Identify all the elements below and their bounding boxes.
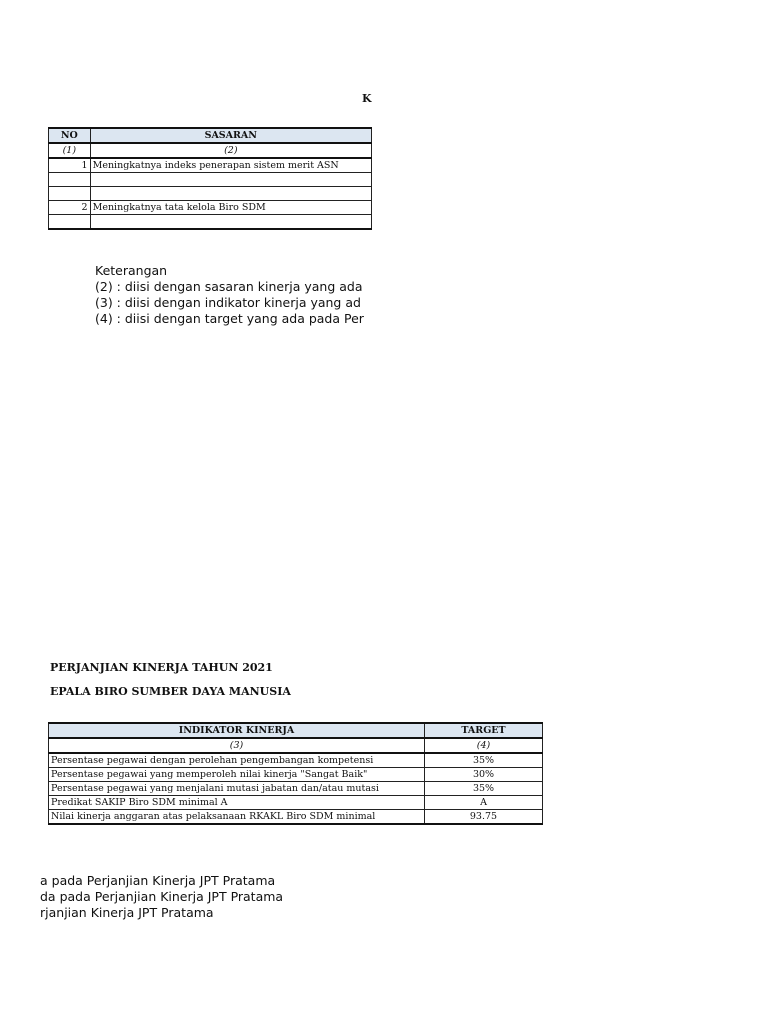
cell-indikator: Predikat SAKIP Biro SDM minimal A — [49, 796, 425, 810]
table-row — [49, 753, 543, 768]
perjanjian-heading: PERJANJIAN KINERJA TAHUN 2021 — [50, 661, 273, 674]
table-row — [49, 782, 543, 796]
table-row — [49, 158, 372, 173]
cell-indikator: Persentase pegawai dengan perolehan pengembangan kompetensi — [49, 753, 425, 768]
notes-bottom — [40, 873, 283, 921]
cell-no: 1 — [49, 158, 91, 173]
column-header-indikator: INDIKATOR KINERJA — [49, 723, 425, 738]
cell-sasaran — [90, 187, 371, 201]
sasaran-table — [48, 127, 372, 230]
note-line: (2) : diisi dengan sasaran kinerja yang ada — [95, 279, 363, 294]
cell-target: 35% — [425, 753, 543, 768]
column-subheader-indikator: (3) — [49, 738, 425, 753]
cell-indikator: Persentase pegawai yang menjalani mutasi jabatan dan/atau mutasi — [49, 782, 425, 796]
table-row — [49, 796, 543, 810]
page-fragment-top — [0, 0, 372, 440]
table-header-row — [49, 723, 543, 738]
table-row — [49, 187, 372, 201]
notes-keterangan — [95, 263, 364, 327]
note-line: (4) : diisi dengan target yang ada pada Per — [95, 311, 364, 326]
cell-no — [49, 173, 91, 187]
cell-no — [49, 187, 91, 201]
table-row — [49, 810, 543, 825]
cell-indikator: Nilai kinerja anggaran atas pelaksanaan RKAKL Biro SDM minimal — [49, 810, 425, 825]
table-row — [49, 201, 372, 215]
column-header-no: NO — [49, 128, 91, 143]
cell-no: 2 — [49, 201, 91, 215]
cell-target: 35% — [425, 782, 543, 796]
cell-sasaran — [90, 215, 371, 230]
column-subheader-sasaran: (2) — [90, 143, 371, 158]
table-subheader-row — [49, 738, 543, 753]
column-subheader-target: (4) — [425, 738, 543, 753]
table-subheader-row — [49, 143, 372, 158]
table-row — [49, 173, 372, 187]
column-subheader-no: (1) — [49, 143, 91, 158]
note-line: a pada Perjanjian Kinerja JPT Pratama — [40, 873, 276, 888]
cell-sasaran: Meningkatnya indeks penerapan sistem merit ASN — [90, 158, 371, 173]
table-row — [49, 215, 372, 230]
cell-target: A — [425, 796, 543, 810]
cell-target: 30% — [425, 768, 543, 782]
note-line: rjanjian Kinerja JPT Pratama — [40, 905, 214, 920]
column-header-sasaran: SASARAN — [90, 128, 371, 143]
page-title-fragment: K — [362, 92, 372, 105]
note-line: (3) : diisi dengan indikator kinerja yang ad — [95, 295, 361, 310]
cell-indikator: Persentase pegawai yang memperoleh nilai kinerja "Sangat Baik" — [49, 768, 425, 782]
column-header-target: TARGET — [425, 723, 543, 738]
notes-title: Keterangan — [95, 263, 168, 278]
cell-no — [49, 215, 91, 230]
indikator-table — [48, 722, 543, 825]
cell-sasaran — [90, 173, 371, 187]
cell-target: 93.75 — [425, 810, 543, 825]
table-header-row — [49, 128, 372, 143]
note-line: da pada Perjanjian Kinerja JPT Pratama — [40, 889, 284, 904]
kepala-biro-heading: EPALA BIRO SUMBER DAYA MANUSIA — [50, 685, 291, 698]
cell-sasaran: Meningkatnya tata kelola Biro SDM — [90, 201, 371, 215]
table-row — [49, 768, 543, 782]
